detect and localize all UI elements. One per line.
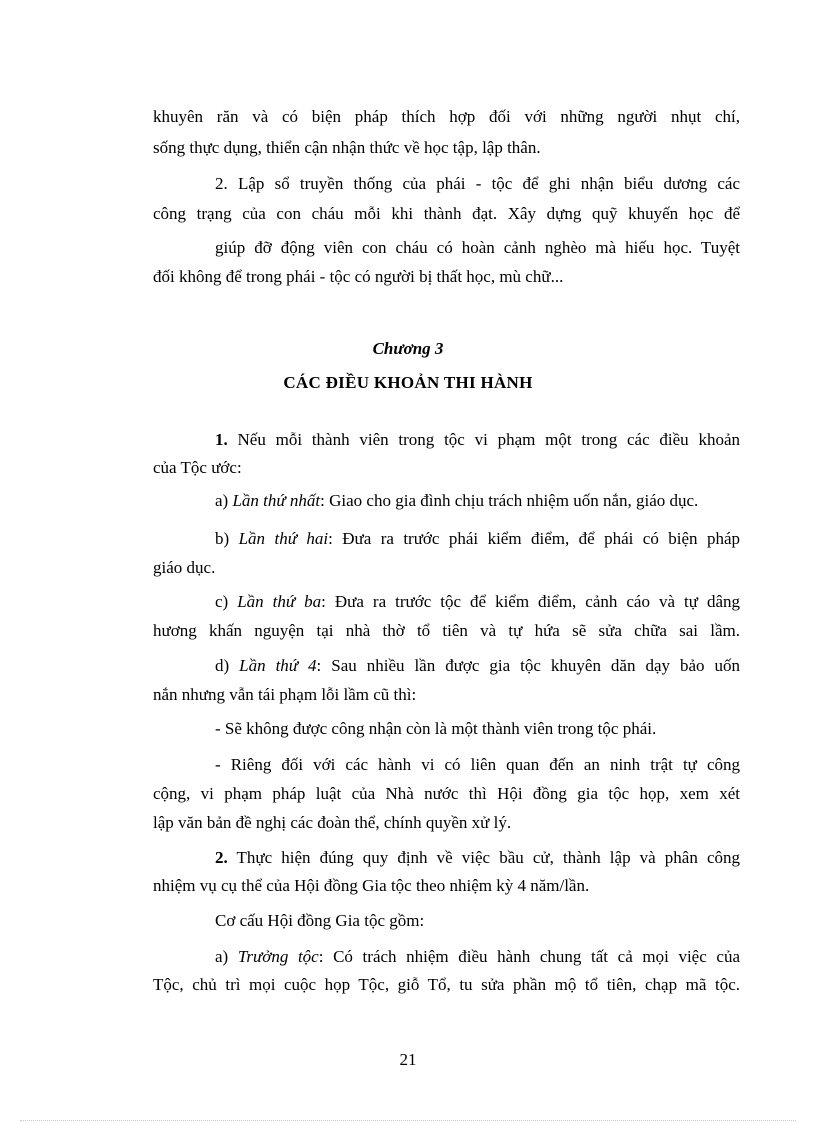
clause-text: : Sau nhiều lần được gia tộc khuyên dăn dạy bảo uốn: [316, 656, 740, 675]
page-bottom-border: [20, 1120, 796, 1121]
body-line: nhiệm vụ cụ thể của Hội đồng Gia tộc theo nhiệm kỳ 4 năm/lần.: [153, 876, 590, 895]
item-text: Thực hiện đúng quy định về việc bầu cử, thành lập và phân công: [227, 848, 740, 867]
clause-label: b): [215, 529, 239, 548]
clause-label: a): [215, 491, 233, 510]
body-line: công trạng của con cháu mỗi khi thành đạt. Xây dựng quỹ khuyến học để: [153, 204, 740, 223]
clause-term: Lần thứ ba: [237, 592, 322, 611]
body-line: khuyên răn và có biện pháp thích hợp đối với những người nhụt chí,: [153, 107, 740, 126]
clause-term: Lần thứ nhất: [232, 491, 321, 510]
clause-text: : Có trách nhiệm điều hành chung tất cả mọi việc của: [318, 947, 740, 966]
clause-term: Lần thứ hai: [238, 529, 329, 548]
body-line: nắn nhưng vẫn tái phạm lỗi lầm cũ thì:: [153, 685, 417, 704]
body-line: đối không để trong phái - tộc có người bị thất học, mù chữ...: [153, 267, 564, 286]
body-line: giáo dục.: [153, 558, 216, 577]
clause-text: : Giao cho gia đình chịu trách nhiệm uốn nắn, giáo dục.: [320, 491, 699, 510]
section-heading: CÁC ĐIỀU KHOẢN THI HÀNH: [283, 373, 533, 392]
item-text: Nếu mỗi thành viên trong tộc vi phạm một trong các điều khoản: [227, 430, 740, 449]
dash-item: - Riêng đối với các hành vi có liên quan đến an ninh trật tự công: [215, 755, 740, 774]
clause-text: : Đưa ra trước phái kiểm điểm, để phái có biện pháp: [328, 529, 740, 548]
clause-term: Trưởng tộc: [237, 947, 319, 966]
body-line: sống thực dụng, thiển cận nhận thức về học tập, lập thân.: [153, 138, 541, 157]
clause-d: [215, 654, 740, 678]
clause-term: Lần thứ 4: [239, 656, 317, 675]
body-line: Tộc, chủ trì mọi cuộc họp Tộc, giỗ Tổ, tu sửa phần mộ tổ tiên, chạp mã tộc.: [153, 975, 740, 994]
body-line: lập văn bản đề nghị các đoàn thể, chính quyền xử lý.: [153, 813, 512, 832]
page-number: 21: [399, 1050, 417, 1069]
body-line: 2. Lập sổ truyền thống của phái - tộc để ghi nhận biểu dương các: [215, 174, 740, 193]
clause-label: d): [215, 656, 240, 675]
clause-c: [215, 590, 740, 614]
body-line: cộng, vi phạm pháp luật của Nhà nước thì Hội đồng gia tộc họp, xem xét: [153, 784, 740, 803]
item-number: 2.: [215, 848, 228, 867]
chapter-title: Chương 3: [372, 339, 444, 358]
clause-label: c): [215, 592, 238, 611]
dash-item: - Sẽ không được công nhận còn là một thành viên trong tộc phái.: [215, 719, 657, 738]
item-number: 1.: [215, 430, 228, 449]
item-2-line: [215, 846, 740, 870]
clause-b: [215, 527, 740, 551]
clause-label: a): [215, 947, 238, 966]
body-line: giúp đỡ động viên con cháu có hoàn cảnh nghèo mà hiếu học. Tuyệt: [215, 238, 740, 257]
body-line: Cơ cấu Hội đồng Gia tộc gồm:: [215, 911, 425, 930]
body-line: hương khấn nguyện tại nhà thờ tổ tiên và tự hứa sẽ sửa chữa sai lầm.: [153, 621, 740, 640]
body-line: của Tộc ước:: [153, 458, 242, 477]
clause-e: [215, 945, 740, 969]
clause-text: : Đưa ra trước tộc để kiểm điểm, cảnh cáo và tự dâng: [321, 592, 741, 611]
clause-a: [215, 489, 740, 513]
item-1-line: [215, 428, 740, 452]
